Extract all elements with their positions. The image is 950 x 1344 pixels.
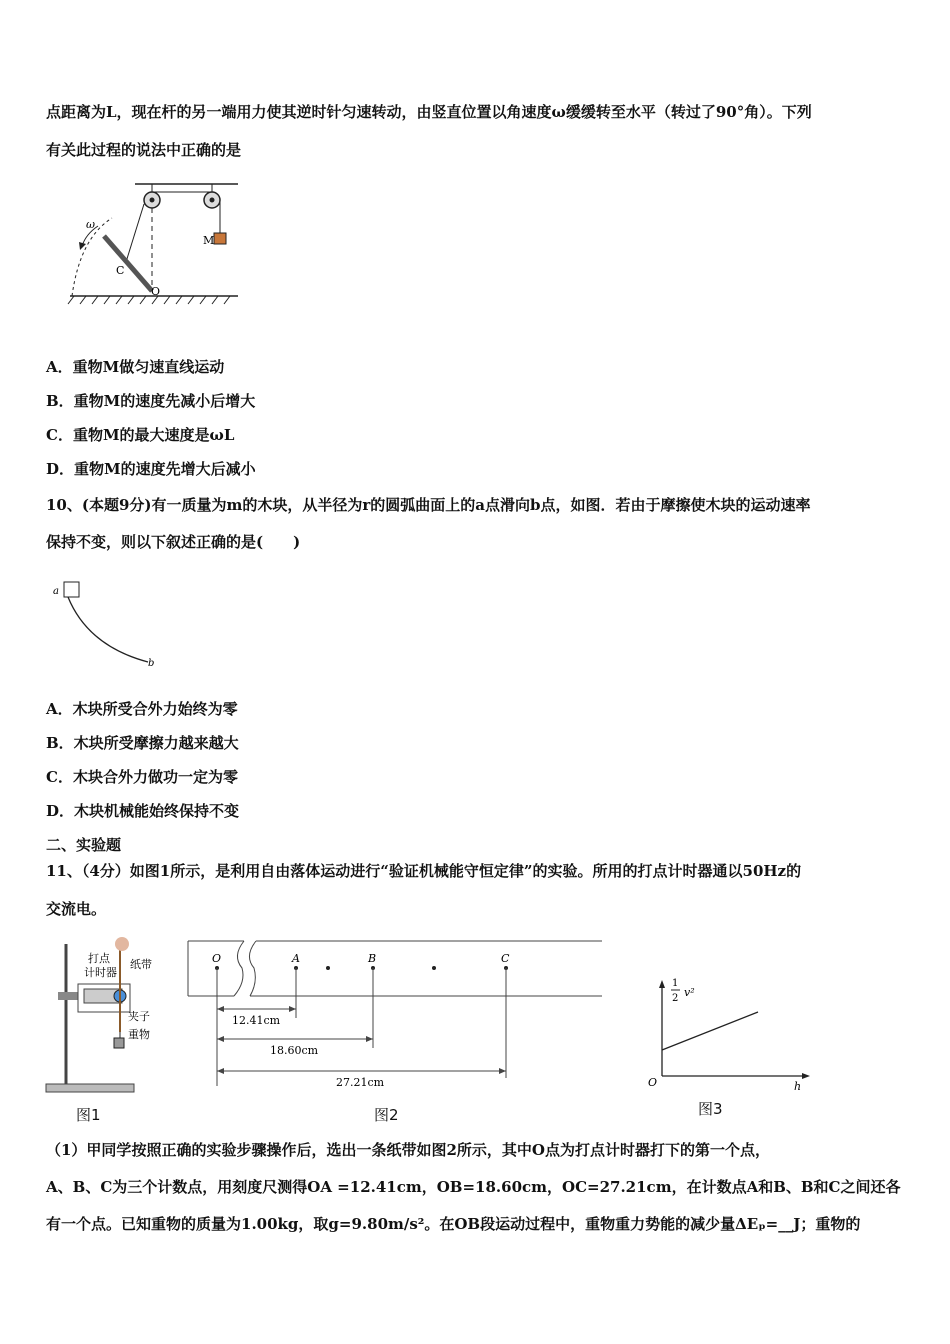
y-denominator: 2 bbox=[672, 993, 679, 1004]
rod bbox=[104, 236, 152, 291]
mass-block bbox=[214, 233, 226, 244]
fig3-graph bbox=[644, 970, 814, 1094]
q9-option-d: D．重物M的速度先增大后减小 bbox=[46, 460, 256, 478]
y-variable: v² bbox=[684, 986, 695, 999]
q9-option-b: B．重物M的速度先减小后增大 bbox=[46, 392, 256, 410]
point-a-label: a bbox=[53, 586, 59, 597]
graph-line bbox=[662, 1012, 758, 1050]
q9-line-2: 有关此过程的说法中正确的是 bbox=[46, 141, 242, 159]
x-variable: h bbox=[794, 1080, 802, 1093]
origin-label: O bbox=[648, 1076, 658, 1089]
mass-label: M bbox=[203, 234, 215, 247]
timer-label-1: 打点 bbox=[88, 952, 110, 965]
q10-option-d: D．木块机械能始终保持不变 bbox=[46, 802, 240, 820]
section-heading: 二、实验题 bbox=[46, 836, 122, 854]
weight-block bbox=[114, 1038, 124, 1048]
q9-line-1: 点距离为L，现在杆的另一端用力使其逆时针匀速转动，由竖直位置以角速度ω缓缓转至水平（转过了90°角）。下列 bbox=[46, 103, 812, 121]
timer-label-2: 计时器 bbox=[84, 966, 117, 979]
oa-length: 12.41cm bbox=[232, 1014, 281, 1027]
label-o: O bbox=[212, 952, 222, 965]
arc bbox=[68, 597, 148, 662]
q10-option-c: C．木块合外力做功一定为零 bbox=[46, 768, 238, 786]
q10-line-1: 10、(本题9分)有一质量为m的木块，从半径为r的圆弧曲面上的a点滑向b点，如图．若由于摩擦使木块的运动速率 bbox=[46, 496, 811, 514]
q10-line-2: 保持不变，则以下叙述正确的是( ) bbox=[46, 533, 301, 551]
tape-label: 纸带 bbox=[130, 958, 152, 971]
weight-label: 重物 bbox=[128, 1028, 150, 1041]
omega-label: ω bbox=[86, 218, 95, 231]
q9-pulley-figure bbox=[60, 178, 250, 308]
fig2-caption: 图2 bbox=[374, 1106, 399, 1124]
pivot-label: O bbox=[151, 285, 161, 298]
ob-length: 18.60cm bbox=[270, 1044, 319, 1057]
label-a: A bbox=[292, 952, 300, 965]
rod-label: C bbox=[116, 264, 125, 277]
fig2-tape bbox=[186, 938, 604, 1098]
q10-option-a: A．木块所受合外力始终为零 bbox=[46, 700, 238, 718]
q11-line-1: 11、（4分）如图1所示，是利用自由落体运动进行“验证机械能守恒定律”的实验。所用的打点计时器通以50Hz的 bbox=[46, 862, 802, 880]
fig1-caption: 图1 bbox=[76, 1106, 101, 1124]
fig3-caption: 图3 bbox=[698, 1100, 723, 1118]
label-c: C bbox=[501, 952, 510, 965]
clip-label: 夹子 bbox=[128, 1010, 150, 1023]
fig1-apparatus bbox=[44, 934, 164, 1102]
q11-para-2: A、B、C为三个计数点，用刻度尺测得OA =12.41cm，OB=18.60cm，OC=27.21cm，在计数点A和B、B和C之间还各 bbox=[46, 1178, 901, 1196]
q10-arc-figure bbox=[48, 576, 168, 676]
y-numerator: 1 bbox=[672, 978, 679, 989]
q11-line-2: 交流电。 bbox=[46, 900, 107, 918]
q10-option-b: B．木块所受摩擦力越来越大 bbox=[46, 734, 239, 752]
q11-para-1: （1）甲同学按照正确的实验步骤操作后，选出一条纸带如图2所示，其中O点为打点计时器打下的第一个点， bbox=[46, 1141, 770, 1159]
label-b: B bbox=[368, 952, 377, 965]
q11-para-3: 有一个点。已知重物的质量为1.00kg，取g=9.80m/s²。在OB段运动过程中，重物重力势能的减少量ΔEₚ=__J；重物的 bbox=[46, 1215, 861, 1233]
q9-option-c: C．重物M的最大速度是ωL bbox=[46, 426, 235, 444]
block bbox=[64, 582, 79, 597]
point-b-label: b bbox=[148, 658, 155, 669]
oc-length: 27.21cm bbox=[336, 1076, 385, 1089]
q9-option-a: A．重物M做匀速直线运动 bbox=[46, 358, 225, 376]
